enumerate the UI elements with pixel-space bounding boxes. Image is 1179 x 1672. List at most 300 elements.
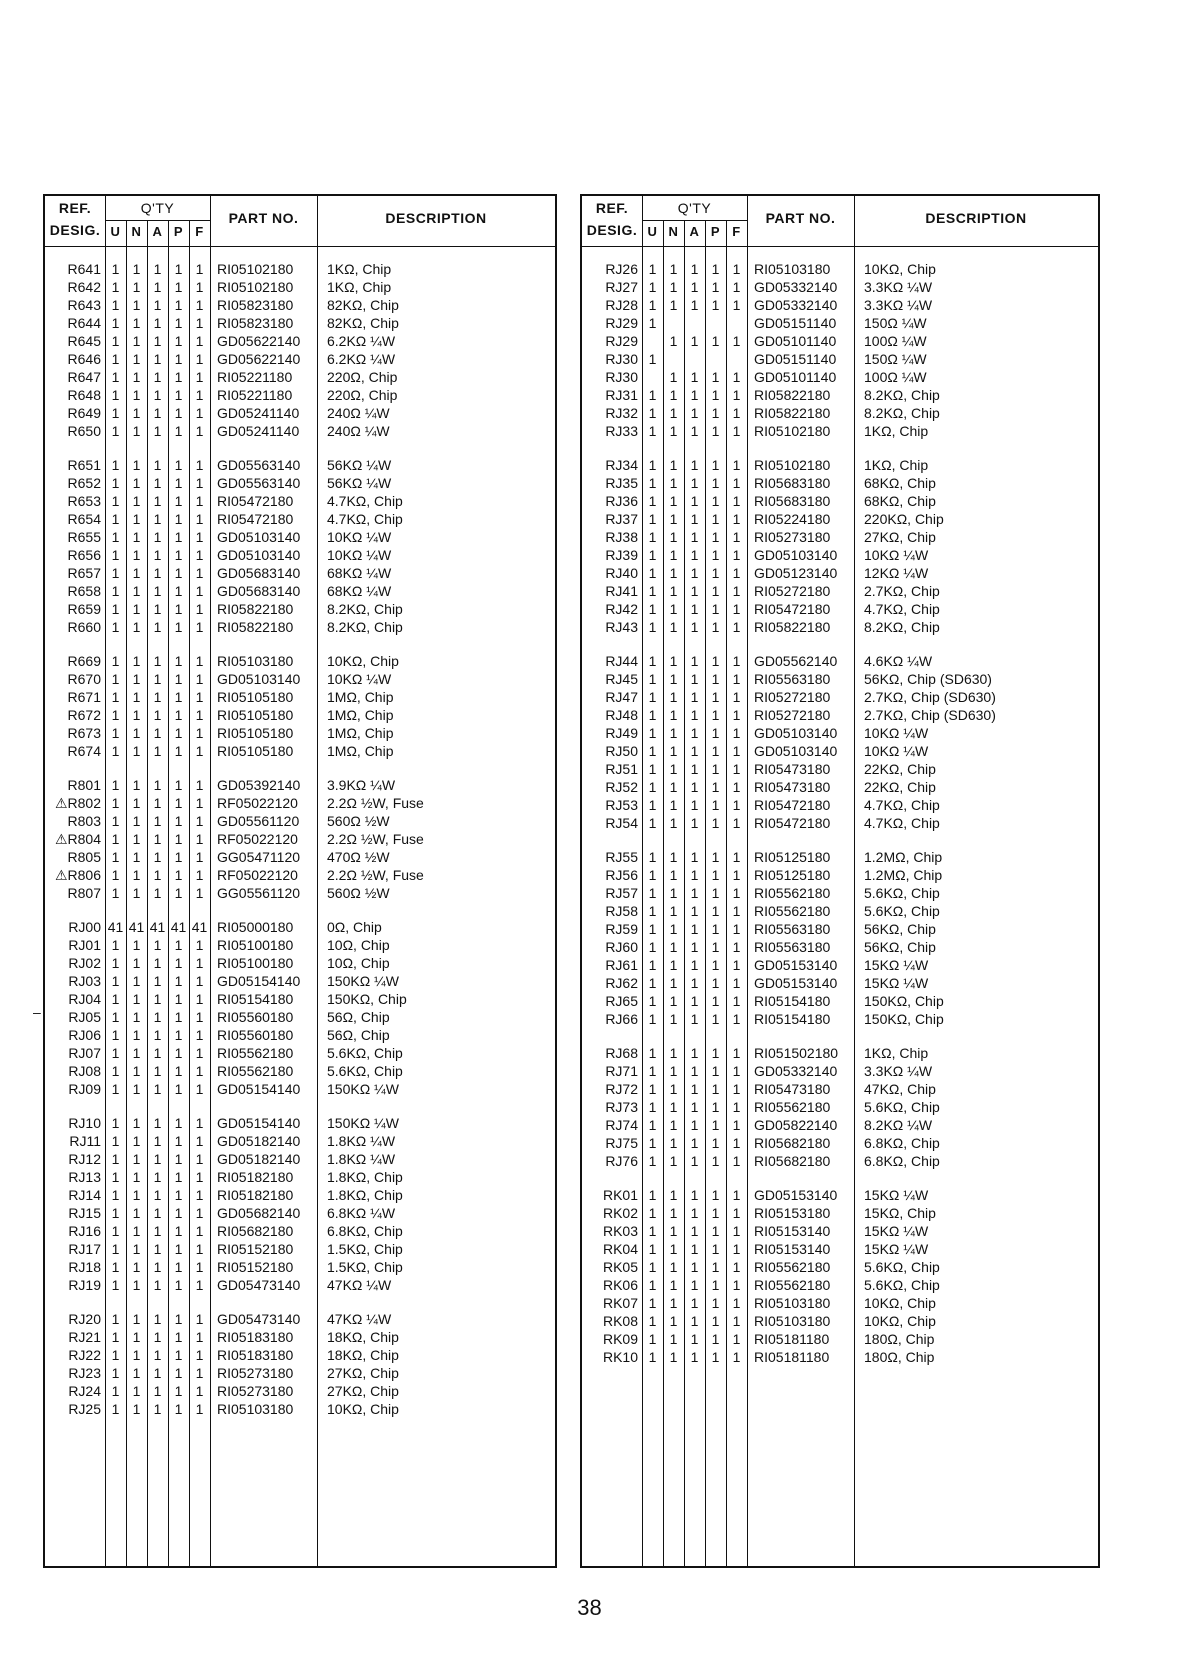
qty-f: 1 bbox=[732, 1331, 741, 1347]
table-row bbox=[45, 492, 555, 510]
qty-p: 1 bbox=[711, 475, 720, 491]
qty-f: 1 bbox=[732, 511, 741, 527]
qty-a: 1 bbox=[153, 565, 162, 581]
qty-n: 1 bbox=[669, 1259, 678, 1275]
ref-desig: RJ18 bbox=[68, 1259, 101, 1275]
ref-desig: RJ16 bbox=[68, 1223, 101, 1239]
qty-p: 1 bbox=[174, 387, 183, 403]
qty-u: 1 bbox=[648, 475, 657, 491]
qty-f: 1 bbox=[732, 957, 741, 973]
qty-p: 1 bbox=[711, 1187, 720, 1203]
qty-a: 1 bbox=[153, 315, 162, 331]
description: 5.6KΩ, Chip bbox=[327, 1063, 403, 1079]
part-no: RI05272180 bbox=[754, 689, 831, 705]
description: 56KΩ ¼W bbox=[327, 475, 392, 491]
qty-n: 1 bbox=[132, 1063, 141, 1079]
description: 180Ω, Chip bbox=[864, 1331, 935, 1347]
description: 2.2Ω ½W, Fuse bbox=[327, 867, 424, 883]
qty-u: 1 bbox=[111, 601, 120, 617]
part-no: RI05103180 bbox=[754, 1313, 831, 1329]
qty-a: 1 bbox=[153, 601, 162, 617]
table-header bbox=[582, 196, 1098, 247]
table-row bbox=[45, 742, 555, 760]
part-no: RI05153140 bbox=[754, 1223, 831, 1239]
qty-p: 1 bbox=[711, 1011, 720, 1027]
part-no: GD05101140 bbox=[754, 333, 837, 349]
ref-desig: RJ68 bbox=[605, 1045, 638, 1061]
qty-n: 1 bbox=[669, 1277, 678, 1293]
ref-desig: RJ37 bbox=[605, 511, 638, 527]
ref-desig: RJ19 bbox=[68, 1277, 101, 1293]
description: 8.2KΩ, Chip bbox=[327, 601, 403, 617]
ref-desig: RJ62 bbox=[605, 975, 638, 991]
qty-a: 1 bbox=[690, 1295, 699, 1311]
qty-n: 1 bbox=[669, 849, 678, 865]
qty-f: 1 bbox=[195, 1383, 204, 1399]
qty-p: 1 bbox=[711, 1277, 720, 1293]
qty-p: 1 bbox=[174, 583, 183, 599]
qty-f: 1 bbox=[195, 297, 204, 313]
qty-u: 1 bbox=[111, 475, 120, 491]
qty-n: 1 bbox=[669, 1349, 678, 1365]
description: 4.7KΩ, Chip bbox=[327, 493, 403, 509]
qty-f: 1 bbox=[732, 423, 741, 439]
qty-u: 1 bbox=[648, 743, 657, 759]
qty-p: 1 bbox=[174, 511, 183, 527]
description: 10Ω, Chip bbox=[327, 955, 390, 971]
qty-n: 1 bbox=[132, 387, 141, 403]
qty-u: 1 bbox=[111, 1063, 120, 1079]
qty-a: 1 bbox=[153, 725, 162, 741]
qty-u: 1 bbox=[111, 1401, 120, 1417]
description: 2.2Ω ½W, Fuse bbox=[327, 831, 424, 847]
qty-a: 1 bbox=[690, 547, 699, 563]
part-no: RI05562180 bbox=[754, 885, 831, 901]
table-row bbox=[45, 706, 555, 724]
qty-f: 1 bbox=[732, 475, 741, 491]
qty-f: 1 bbox=[195, 689, 204, 705]
qty-u: 1 bbox=[648, 493, 657, 509]
qty-u: 1 bbox=[111, 1027, 120, 1043]
qty-p: 1 bbox=[711, 779, 720, 795]
description: 6.8KΩ, Chip bbox=[864, 1153, 940, 1169]
table-row bbox=[582, 688, 1098, 706]
qty-f: 1 bbox=[732, 529, 741, 545]
ref-desig: R658 bbox=[67, 583, 101, 599]
qty-n: 1 bbox=[669, 511, 678, 527]
part-no: RI05682180 bbox=[754, 1135, 831, 1151]
qty-n: 1 bbox=[132, 369, 141, 385]
ref-desig: RJ60 bbox=[605, 939, 638, 955]
qty-a: 1 bbox=[690, 743, 699, 759]
table-row bbox=[45, 1240, 555, 1258]
part-no: RI05105180 bbox=[217, 743, 294, 759]
part-no: GD05332140 bbox=[754, 297, 838, 313]
qty-n: 1 bbox=[669, 1081, 678, 1097]
qty-p: 1 bbox=[711, 457, 720, 473]
qty-a: 1 bbox=[690, 1153, 699, 1169]
qty-n: 1 bbox=[669, 921, 678, 937]
description: 8.2KΩ, Chip bbox=[864, 619, 940, 635]
description: 1KΩ, Chip bbox=[327, 261, 392, 277]
qty-p: 1 bbox=[174, 565, 183, 581]
ref-desig: RJ61 bbox=[605, 957, 638, 973]
part-no: GD05151140 bbox=[754, 351, 837, 367]
ref-desig: RJ12 bbox=[68, 1151, 101, 1167]
qty-n: 1 bbox=[669, 423, 678, 439]
qty-u: 1 bbox=[111, 1115, 120, 1131]
qty-n: 1 bbox=[669, 671, 678, 687]
qty-n: 41 bbox=[128, 919, 145, 935]
qty-u: 1 bbox=[648, 761, 657, 777]
qty-u: 1 bbox=[111, 1205, 120, 1221]
table-row bbox=[45, 1008, 555, 1026]
qty-p: 1 bbox=[174, 1259, 183, 1275]
qty-f: 1 bbox=[732, 1223, 741, 1239]
part-no: RI05823180 bbox=[217, 297, 294, 313]
description: 5.6KΩ, Chip bbox=[864, 885, 940, 901]
ref-desig: R645 bbox=[67, 333, 101, 349]
ref-desig: R801 bbox=[67, 777, 101, 793]
qty-a: 1 bbox=[153, 511, 162, 527]
qty-p: 1 bbox=[174, 849, 183, 865]
part-no: RI05560180 bbox=[217, 1027, 294, 1043]
table-row bbox=[45, 1400, 555, 1418]
part-no: RI05563180 bbox=[754, 671, 831, 687]
qty-n: 1 bbox=[132, 653, 141, 669]
qty-n: 1 bbox=[669, 1223, 678, 1239]
part-no: RI05472180 bbox=[754, 797, 831, 813]
description: 68KΩ ¼W bbox=[327, 583, 392, 599]
qty-p: 1 bbox=[711, 1045, 720, 1061]
description: 47KΩ, Chip bbox=[864, 1081, 936, 1097]
part-no: RI05562180 bbox=[754, 1099, 831, 1115]
table-row bbox=[45, 422, 555, 440]
ref-desig: RJ57 bbox=[605, 885, 638, 901]
description: 1KΩ, Chip bbox=[864, 457, 929, 473]
qty-u: 1 bbox=[111, 1151, 120, 1167]
qty-p: 1 bbox=[711, 867, 720, 883]
part-no: RI05181180 bbox=[754, 1349, 830, 1365]
qty-n: 1 bbox=[669, 1295, 678, 1311]
qty-u: 1 bbox=[648, 1241, 657, 1257]
qty-u: 1 bbox=[111, 351, 120, 367]
ref-label: REF. bbox=[58, 200, 92, 216]
qty-u: 1 bbox=[648, 511, 657, 527]
col-f-label: F bbox=[732, 224, 741, 239]
ref-desig: RK10 bbox=[602, 1349, 638, 1365]
table-row bbox=[582, 1186, 1098, 1204]
qty-f: 1 bbox=[732, 1045, 741, 1061]
qty-f: 1 bbox=[195, 653, 204, 669]
qty-a: 1 bbox=[153, 1187, 162, 1203]
qty-n: 1 bbox=[132, 601, 141, 617]
qty-f: 1 bbox=[195, 813, 204, 829]
description: 6.2KΩ ¼W bbox=[327, 333, 396, 349]
qty-f: 1 bbox=[732, 761, 741, 777]
qty-f: 1 bbox=[195, 1223, 204, 1239]
qty-n: 1 bbox=[132, 777, 141, 793]
qty-a: 1 bbox=[690, 903, 699, 919]
part-no: GD05822140 bbox=[754, 1117, 838, 1133]
part-no: RI05103180 bbox=[754, 1295, 831, 1311]
description: 10KΩ, Chip bbox=[327, 653, 399, 669]
qty-label: Q'TY bbox=[677, 200, 712, 216]
table-row bbox=[45, 368, 555, 386]
qty-u: 1 bbox=[111, 369, 120, 385]
description: 0Ω, Chip bbox=[327, 919, 382, 935]
ref-desig: ⚠R804 bbox=[54, 831, 101, 847]
qty-f: 1 bbox=[732, 743, 741, 759]
qty-n: 1 bbox=[669, 1063, 678, 1079]
qty-a: 1 bbox=[690, 405, 699, 421]
page-number: 38 bbox=[577, 1595, 602, 1620]
part-no: RI05562180 bbox=[754, 1277, 831, 1293]
qty-u: 1 bbox=[111, 973, 120, 989]
ref-desig: R657 bbox=[67, 565, 101, 581]
qty-f: 1 bbox=[195, 973, 204, 989]
description: 27KΩ, Chip bbox=[327, 1383, 399, 1399]
qty-a: 1 bbox=[153, 1151, 162, 1167]
ref-desig: RK01 bbox=[602, 1187, 638, 1203]
part-no: RI05105180 bbox=[217, 725, 294, 741]
qty-f: 1 bbox=[732, 779, 741, 795]
qty-u: 1 bbox=[111, 529, 120, 545]
qty-n: 1 bbox=[132, 1241, 141, 1257]
qty-p: 1 bbox=[174, 369, 183, 385]
qty-a: 1 bbox=[690, 1045, 699, 1061]
ref-desig: RJ06 bbox=[68, 1027, 101, 1043]
description: 1.8KΩ ¼W bbox=[327, 1133, 396, 1149]
ref-desig: RJ03 bbox=[68, 973, 101, 989]
qty-a: 1 bbox=[690, 297, 699, 313]
description: 8.2KΩ, Chip bbox=[864, 387, 940, 403]
qty-f: 1 bbox=[195, 849, 204, 865]
qty-p: 1 bbox=[174, 1205, 183, 1221]
description: 150KΩ ¼W bbox=[327, 1115, 399, 1131]
qty-f: 1 bbox=[732, 1313, 741, 1329]
table-row bbox=[45, 1026, 555, 1044]
qty-p: 1 bbox=[711, 761, 720, 777]
description: 3.3KΩ ¼W bbox=[864, 297, 933, 313]
part-no: GD05154140 bbox=[217, 1081, 301, 1097]
part-no: GD05154140 bbox=[217, 973, 301, 989]
description: 56KΩ, Chip bbox=[864, 939, 936, 955]
ref-desig: R648 bbox=[67, 387, 101, 403]
table-row bbox=[45, 564, 555, 582]
part-no: RI05472180 bbox=[754, 601, 831, 617]
qty-n: 1 bbox=[132, 1329, 141, 1345]
qty-f: 1 bbox=[195, 1063, 204, 1079]
qty-p: 1 bbox=[711, 547, 720, 563]
table-row bbox=[45, 830, 555, 848]
qty-u: 1 bbox=[648, 1205, 657, 1221]
table-row bbox=[582, 314, 1098, 332]
table-row bbox=[45, 990, 555, 1008]
qty-u: 1 bbox=[648, 1223, 657, 1239]
qty-a: 1 bbox=[153, 351, 162, 367]
qty-f: 41 bbox=[191, 919, 208, 935]
qty-p: 1 bbox=[174, 653, 183, 669]
ref-desig: RJ76 bbox=[605, 1153, 638, 1169]
part-no: GD05103140 bbox=[754, 725, 838, 741]
part-no: GD05153140 bbox=[754, 975, 838, 991]
qty-a: 1 bbox=[153, 653, 162, 669]
qty-n: 1 bbox=[132, 795, 141, 811]
ref-desig: RJ05 bbox=[68, 1009, 101, 1025]
margin-mark: – bbox=[33, 1004, 41, 1020]
part-no: RI05102180 bbox=[754, 457, 831, 473]
part-no: RI05473180 bbox=[754, 761, 831, 777]
qty-n: 1 bbox=[132, 261, 141, 277]
table-row bbox=[582, 1276, 1098, 1294]
qty-n: 1 bbox=[132, 583, 141, 599]
qty-p: 1 bbox=[711, 493, 720, 509]
qty-u: 1 bbox=[111, 1223, 120, 1239]
qty-p: 1 bbox=[174, 885, 183, 901]
part-no: RI05563180 bbox=[754, 939, 831, 955]
ref-desig: R672 bbox=[67, 707, 101, 723]
qty-a: 1 bbox=[690, 761, 699, 777]
qty-n: 1 bbox=[669, 653, 678, 669]
qty-f: 1 bbox=[195, 547, 204, 563]
part-no: RI05152180 bbox=[217, 1241, 294, 1257]
table-row bbox=[45, 510, 555, 528]
qty-f: 1 bbox=[195, 1045, 204, 1061]
table-row bbox=[582, 920, 1098, 938]
part-no: RI05473180 bbox=[754, 779, 831, 795]
qty-u: 1 bbox=[648, 1011, 657, 1027]
ref-desig: RJ33 bbox=[605, 423, 638, 439]
ref-desig: R642 bbox=[67, 279, 101, 295]
qty-f: 1 bbox=[195, 1133, 204, 1149]
qty-u: 1 bbox=[648, 547, 657, 563]
description: 10KΩ ¼W bbox=[864, 743, 929, 759]
qty-p: 1 bbox=[174, 315, 183, 331]
qty-f: 1 bbox=[195, 333, 204, 349]
qty-a: 1 bbox=[690, 939, 699, 955]
qty-u: 1 bbox=[648, 583, 657, 599]
qty-p: 1 bbox=[711, 261, 720, 277]
table-row bbox=[45, 848, 555, 866]
qty-f: 1 bbox=[195, 1115, 204, 1131]
ref-desig: R644 bbox=[67, 315, 101, 331]
part-no: GD05473140 bbox=[217, 1277, 301, 1293]
qty-p: 1 bbox=[174, 1187, 183, 1203]
ref-desig: RJ21 bbox=[68, 1329, 101, 1345]
ref-desig: RJ47 bbox=[605, 689, 638, 705]
table-row bbox=[582, 706, 1098, 724]
qty-a: 1 bbox=[153, 1401, 162, 1417]
ref-desig: R669 bbox=[67, 653, 101, 669]
part-no: GD05562140 bbox=[754, 653, 838, 669]
description: 6.8KΩ, Chip bbox=[327, 1223, 403, 1239]
table-row bbox=[582, 1134, 1098, 1152]
qty-f: 1 bbox=[732, 867, 741, 883]
qty-n: 1 bbox=[132, 1205, 141, 1221]
qty-f: 1 bbox=[195, 1329, 204, 1345]
table-row bbox=[582, 902, 1098, 920]
ref-desig: RJ20 bbox=[68, 1311, 101, 1327]
qty-u: 1 bbox=[648, 1349, 657, 1365]
qty-a: 1 bbox=[153, 1365, 162, 1381]
ref-desig: RJ41 bbox=[605, 583, 638, 599]
qty-n: 1 bbox=[132, 493, 141, 509]
qty-f: 1 bbox=[732, 619, 741, 635]
qty-u: 1 bbox=[111, 333, 120, 349]
qty-p: 1 bbox=[174, 795, 183, 811]
qty-p: 1 bbox=[174, 1027, 183, 1043]
ref-desig: RJ59 bbox=[605, 921, 638, 937]
part-no: RI05182180 bbox=[217, 1187, 294, 1203]
qty-n: 1 bbox=[669, 761, 678, 777]
qty-f: 1 bbox=[732, 903, 741, 919]
qty-f: 1 bbox=[732, 815, 741, 831]
table-row bbox=[582, 350, 1098, 368]
qty-u: 1 bbox=[648, 779, 657, 795]
table-row bbox=[45, 670, 555, 688]
table-row bbox=[45, 332, 555, 350]
qty-f: 1 bbox=[732, 1349, 741, 1365]
part-no: GD05563140 bbox=[217, 475, 301, 491]
part-no: RI05273180 bbox=[217, 1383, 294, 1399]
description: 1.8KΩ ¼W bbox=[327, 1151, 396, 1167]
table-row bbox=[45, 386, 555, 404]
part-no: RF05022120 bbox=[217, 795, 298, 811]
qty-u: 1 bbox=[648, 315, 657, 331]
qty-a: 1 bbox=[153, 1045, 162, 1061]
ref-desig: RJ28 bbox=[605, 297, 638, 313]
qty-f: 1 bbox=[195, 583, 204, 599]
qty-n: 1 bbox=[669, 565, 678, 581]
qty-n: 1 bbox=[132, 1383, 141, 1399]
qty-u: 1 bbox=[648, 671, 657, 687]
description: 6.8KΩ, Chip bbox=[864, 1135, 940, 1151]
description: 220Ω, Chip bbox=[327, 369, 398, 385]
part-no: GG05561120 bbox=[217, 885, 301, 901]
table-row bbox=[582, 992, 1098, 1010]
qty-p: 1 bbox=[711, 1295, 720, 1311]
ref-desig: R650 bbox=[67, 423, 101, 439]
qty-f: 1 bbox=[195, 261, 204, 277]
part-no: RI05683180 bbox=[754, 493, 831, 509]
part-no: RI05183180 bbox=[217, 1329, 294, 1345]
qty-a: 1 bbox=[153, 297, 162, 313]
qty-f: 1 bbox=[195, 1277, 204, 1293]
table-row bbox=[45, 278, 555, 296]
ref-desig: RJ44 bbox=[605, 653, 638, 669]
qty-n: 1 bbox=[669, 1135, 678, 1151]
part-no: RI05560180 bbox=[217, 1009, 294, 1025]
col-u-label: U bbox=[647, 224, 658, 239]
qty-u: 1 bbox=[648, 351, 657, 367]
description: 27KΩ, Chip bbox=[327, 1365, 399, 1381]
qty-u: 1 bbox=[111, 671, 120, 687]
qty-n: 1 bbox=[669, 743, 678, 759]
qty-p: 1 bbox=[711, 725, 720, 741]
qty-n: 1 bbox=[132, 565, 141, 581]
qty-n: 1 bbox=[132, 423, 141, 439]
description: 240Ω ¼W bbox=[327, 405, 390, 421]
qty-u: 1 bbox=[111, 1187, 120, 1203]
qty-a: 1 bbox=[153, 405, 162, 421]
qty-u: 1 bbox=[111, 743, 120, 759]
table-row bbox=[582, 760, 1098, 778]
qty-p: 1 bbox=[174, 1133, 183, 1149]
qty-a: 1 bbox=[690, 423, 699, 439]
qty-p: 1 bbox=[711, 1349, 720, 1365]
qty-p: 1 bbox=[174, 1365, 183, 1381]
